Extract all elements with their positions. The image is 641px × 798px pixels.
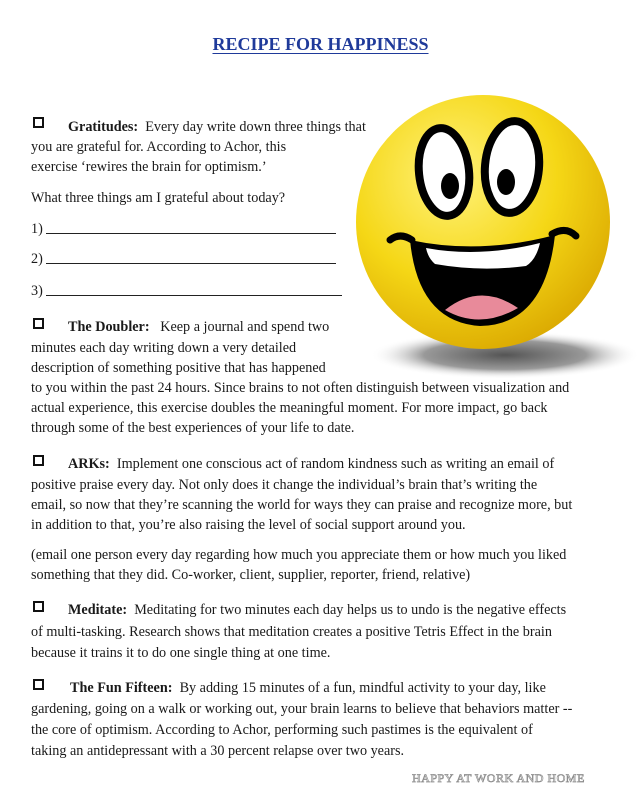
gratitude-blank-2[interactable] (31, 251, 336, 268)
doubler-line6: through some of the best experiences of your life to date. (31, 420, 355, 436)
funfifteen-text: By adding 15 minutes of a fun, mindful activity to your day, like (179, 680, 546, 696)
footer-watermark: HAPPY AT WORK AND HOME (412, 771, 585, 785)
gratitudes-question: What three things am I grateful about today? (31, 190, 286, 206)
blank-label: 3) (31, 283, 43, 299)
arks-note2: something that they did. Co-worker, client, supplier, reporter, friend, relative) (31, 567, 471, 583)
funfifteen-line2: gardening, going on a walk or working out, your brain learns to believe that behaviors matter -- (31, 701, 573, 717)
smiley-face-icon (340, 90, 641, 390)
funfifteen-line1 (31, 678, 546, 698)
arks-text: Implement one conscious act of random kindness such as writing an email of (116, 456, 555, 472)
meditate-text: Meditating for two minutes each day helps us to undo is the negative effects (134, 602, 567, 618)
doubler-heading: The Doubler: (68, 319, 150, 335)
blank-label: 2) (31, 251, 43, 267)
doubler-text: Keep a journal and spend two (160, 319, 330, 335)
blank-label: 1) (31, 221, 43, 237)
gratitudes-line2: you are grateful for. According to Achor, this (31, 139, 287, 155)
meditate-heading: Meditate: (68, 602, 128, 618)
arks-line3: email, so now that they’re scanning the world for ways they can praise and recognize more, but (31, 497, 573, 513)
meditate-line2: of multi-tasking. Research shows that meditation creates a positive Tetris Effect in the brain (31, 624, 552, 640)
gratitudes-text: Every day write down three things that (145, 119, 366, 135)
doubler-line3: description of something positive that has happened (31, 360, 326, 376)
funfifteen-line3: the core of optimism. According to Achor, performing such pastimes is the equivalent of (31, 722, 533, 738)
doubler-line4: to you within the past 24 hours. Since brains to not often distinguish between visualization and (31, 380, 570, 396)
meditate-line1 (31, 600, 566, 620)
arks-line2: positive praise every day. Not only does it change the individual’s brain that’s writing the (31, 477, 538, 493)
arks-line4: in addition to that, you’re also raising the level of social support around you. (31, 517, 466, 533)
gratitude-blank-3[interactable] (31, 283, 342, 300)
funfifteen-line4: taking an antidepressant with a 30 percent relapse over two years. (31, 743, 405, 759)
meditate-line3: because it trains it to do one single thing at one time. (31, 645, 331, 661)
doubler-line5: actual experience, this exercise doubles the meaningful moment. For more impact, go back (31, 400, 548, 416)
doubler-line2: minutes each day writing down a very detailed (31, 340, 297, 356)
gratitudes-line3: exercise ‘rewires the brain for optimism.’ (31, 159, 267, 175)
page-title: RECIPE FOR HAPPINESS (212, 34, 429, 54)
arks-line1 (31, 454, 554, 474)
funfifteen-heading: The Fun Fifteen: (70, 680, 173, 696)
doubler-line1 (31, 317, 329, 337)
arks-heading: ARKs: (68, 456, 110, 472)
gratitudes-line1 (31, 117, 366, 137)
gratitude-blank-1[interactable] (31, 221, 336, 238)
gratitudes-heading: Gratitudes: (68, 119, 139, 135)
arks-note1: (email one person every day regarding how much you appreciate them or how much you liked (31, 547, 567, 563)
